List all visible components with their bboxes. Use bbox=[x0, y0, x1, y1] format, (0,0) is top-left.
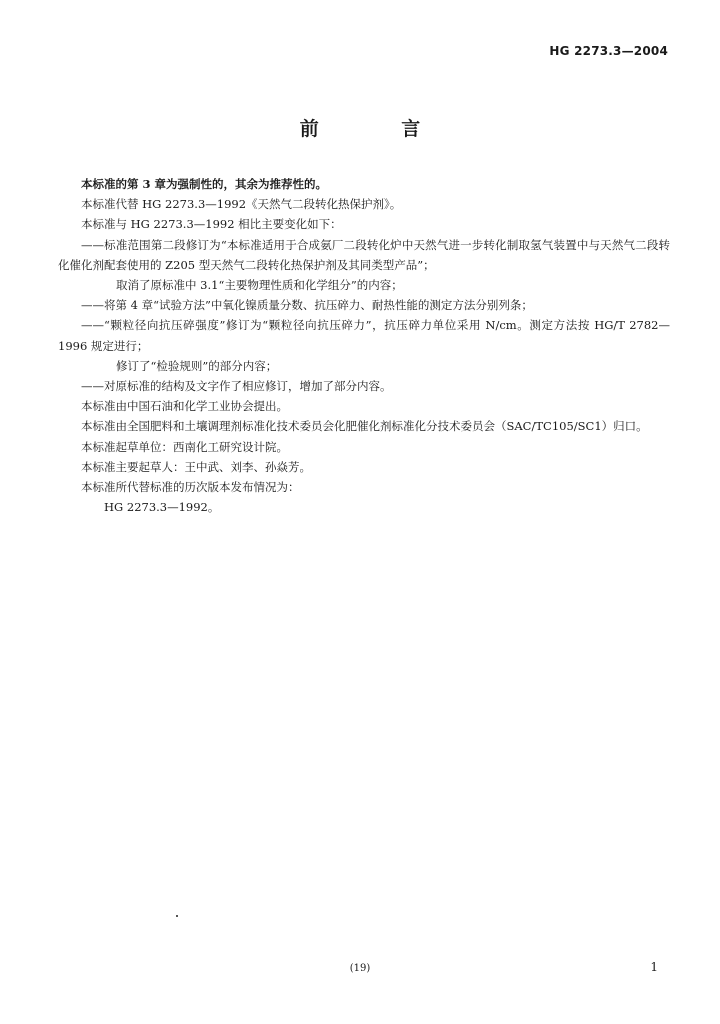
page-title: 前 言 bbox=[299, 118, 459, 140]
paragraph-mandatory-note: 本标准的第 3 章为强制性的，其余为推荐性的。 bbox=[81, 177, 328, 191]
paragraph-change-crush-strength: ——“颗粒径向抗压碎强度”修订为“颗粒径向抗压碎力”，抗压碎力单位采用 N/cm。测定方法按 HG/T 2782—1996 规定进行； bbox=[58, 318, 670, 353]
paragraph-change-inspection: 修订了“检验规则”的部分内容； bbox=[116, 358, 278, 373]
paragraph-drafting-unit: 本标准起草单位：西南化工研究设计院。 bbox=[81, 439, 288, 454]
paragraph-centralized-by: 本标准由全国肥料和土壤调理剂标准化技术委员会化肥催化剂标准化分技术委员会（SAC/TC105/SC1）归口。 bbox=[81, 419, 648, 434]
paragraph-previous-code: HG 2273.3—1992。 bbox=[104, 500, 220, 515]
paragraph-drafters: 本标准主要起草人：王中武、刘李、孙焱芳。 bbox=[81, 459, 311, 474]
page-label: (19) bbox=[349, 963, 371, 974]
paragraph-proposed-by: 本标准由中国石油和化学工业协会提出。 bbox=[81, 399, 288, 414]
paragraph-change-scope: ——标准范围第二段修订为“本标准适用于合成氨厂二段转化炉中天然气进一步转化制取氢气装置中与天然气二段转化催化剂配套使用的 Z205 型天然气二段转化热保护剂及其同类型产品”； bbox=[58, 237, 670, 272]
paragraph-replaces: 本标准代替 HG 2273.3—1992《天然气二段转化热保护剂》。 bbox=[81, 197, 402, 212]
foreword-body bbox=[58, 174, 670, 517]
paragraph-change-test-methods: ——将第 4 章“试验方法”中氧化镍质量分数、抗压碎力、耐热性能的测定方法分别列条； bbox=[81, 298, 533, 313]
paragraph-previous-editions: 本标准所代替标准的历次版本发布情况为： bbox=[81, 480, 300, 495]
standard-code: HG 2273.3—2004 bbox=[549, 44, 668, 58]
scan-speck bbox=[176, 915, 178, 917]
paragraph-change-removed: 取消了原标准中 3.1“主要物理性质和化学组分”的内容； bbox=[116, 278, 403, 293]
paragraph-change-structure: ——对原标准的结构及文字作了相应修订，增加了部分内容。 bbox=[81, 379, 392, 394]
paragraph-changes-intro: 本标准与 HG 2273.3—1992 相比主要变化如下： bbox=[81, 217, 342, 232]
page-number: 1 bbox=[650, 960, 658, 974]
